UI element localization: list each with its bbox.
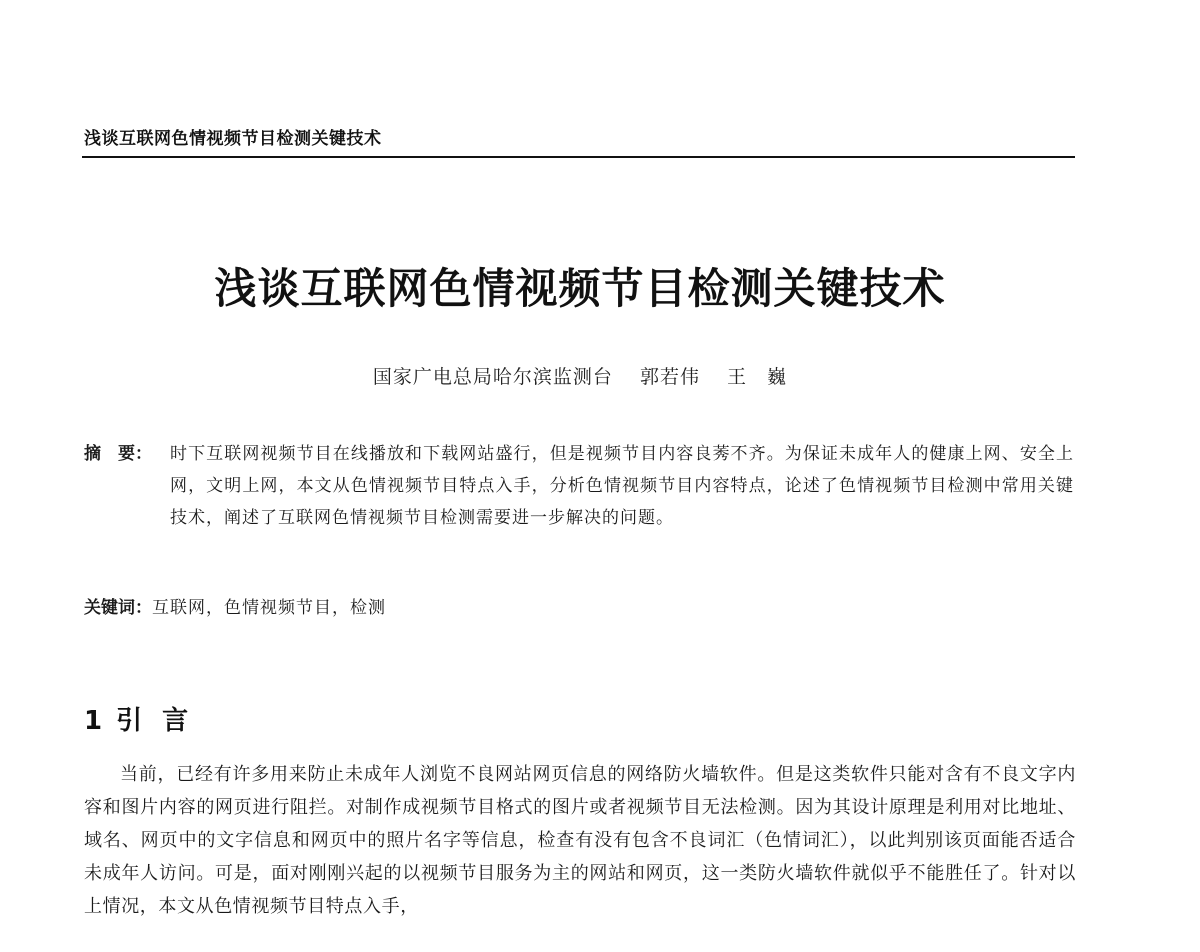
keywords-label: 关键词： [84, 598, 152, 618]
paper-title: 浅谈互联网色情视频节目检测关键技术 [214, 264, 946, 313]
running-head: 浅谈互联网色情视频节目检测关键技术 [84, 129, 382, 149]
abstract-text: 时下互联网视频节目在线播放和下载网站盛行，但是视频节目内容良莠不齐。为保证未成年人的健康上网、安全上网，文明上网，本文从色情视频节目特点入手，分析色情视频节目内容特点，论述了色情视频节目检测中常用关键技术，阐述了互联网色情视频节目检测需要进一步解决的问题。 [170, 444, 1074, 528]
section-heading [84, 700, 208, 737]
header-rule [82, 156, 1075, 158]
keywords-text: 互联网，色情视频节目，检测 [152, 598, 386, 618]
section-title: 引言 [116, 706, 209, 736]
body-paragraph: 当前，已经有许多用来防止未成年人浏览不良网站网页信息的网络防火墙软件。但是这类软件只能对含有不良文字内容和图片内容的网页进行阻拦。对制作成视频节目格式的图片或者视频节目无法检测。因为其设计原理是利用对比地址、域名、网页中的文字信息和网页中的照片名字等信息，检查有没有包含不良词汇（色情词汇），以此判别该页面能否适合未成年人访问。可是，面对刚刚兴起的以视频节目服务为主的网站和网页，这一类防火墙软件就似乎不能胜任了。针对以上情况，本文从色情视频节目特点入手， [84, 764, 1076, 917]
keywords-block [84, 593, 386, 618]
author-name: 王 巍 [727, 366, 788, 388]
abstract-label: 摘 要： [84, 444, 152, 464]
affiliation: 国家广电总局哈尔滨监测台 [372, 366, 613, 388]
author-line [0, 362, 1160, 389]
author-name: 郭若伟 [639, 366, 700, 388]
abstract-block [84, 438, 1074, 534]
section-number: 1 [84, 706, 103, 736]
